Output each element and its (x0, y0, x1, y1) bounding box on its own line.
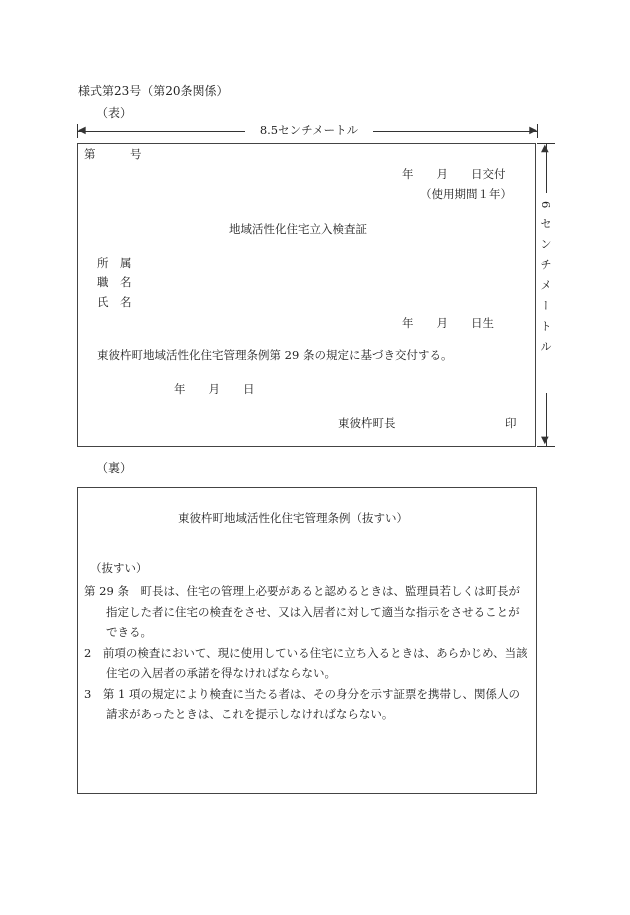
validity-period: （使用期間１年） (420, 187, 512, 201)
arrow-up-icon: ▲ (541, 143, 549, 154)
affiliation-label: 所 属 (97, 256, 132, 270)
dimension-line-top (546, 143, 547, 193)
article-paragraph: 3 第 1 項の規定により検査に当たる者は、その身分を示す証票を携帯し、関係人の請求があったときは、これを提示しなければならない。 (84, 686, 520, 721)
seal-mark: 印 (505, 416, 517, 430)
article-text (84, 581, 530, 725)
certificate-title: 地域活性化住宅立入検査証 (229, 222, 367, 236)
dimension-tick-bottom (537, 446, 555, 447)
dimension-tick-right (537, 124, 538, 138)
width-dimension-label: 8.5センチメートル (259, 123, 359, 137)
issuer-name: 東彼杵町長 (338, 416, 396, 430)
issue-date-line: 年 月 日 (174, 382, 255, 396)
arrow-left-icon: ◀ (78, 125, 86, 136)
name-label: 氏 名 (97, 295, 132, 309)
front-side-label: （表） (96, 106, 133, 120)
excerpt-label: （抜すい） (90, 561, 148, 575)
position-label: 職 名 (97, 275, 132, 289)
width-dimension (77, 124, 538, 138)
ordinance-title: 東彼杵町地域活性化住宅管理条例（抜すい） (178, 511, 408, 525)
dimension-line-left (77, 131, 245, 132)
back-side-label: （裏） (96, 461, 133, 475)
dimension-line-right (373, 131, 538, 132)
article-paragraph: 2 前項の検査において、現に使用している住宅に立ち入るときは、あらかじめ、当該住宅の入居者の承諾を得なければならない。 (84, 645, 528, 680)
height-dimension-label: 6センチメートル (539, 201, 553, 361)
article-paragraph: 第 29 条 町長は、住宅の管理上必要があると認めるときは、監理員若しくは町長が指定した者に住宅の検査をさせ、又は入居者に対して適当な指示をさせることができる。 (84, 584, 520, 639)
arrow-right-icon: ▶ (529, 125, 537, 136)
form-title: 様式第23号（第20条関係） (78, 84, 229, 98)
certificate-number: 第 号 (84, 147, 142, 161)
birth-date: 年 月 日生 (402, 316, 494, 330)
issuance-statement: 東彼杵町地域活性化住宅管理条例第 29 条の規定に基づき交付する。 (97, 348, 453, 362)
height-dimension (537, 143, 555, 447)
arrow-down-icon: ▼ (541, 435, 549, 446)
issue-date: 年 月 日交付 (402, 167, 506, 181)
